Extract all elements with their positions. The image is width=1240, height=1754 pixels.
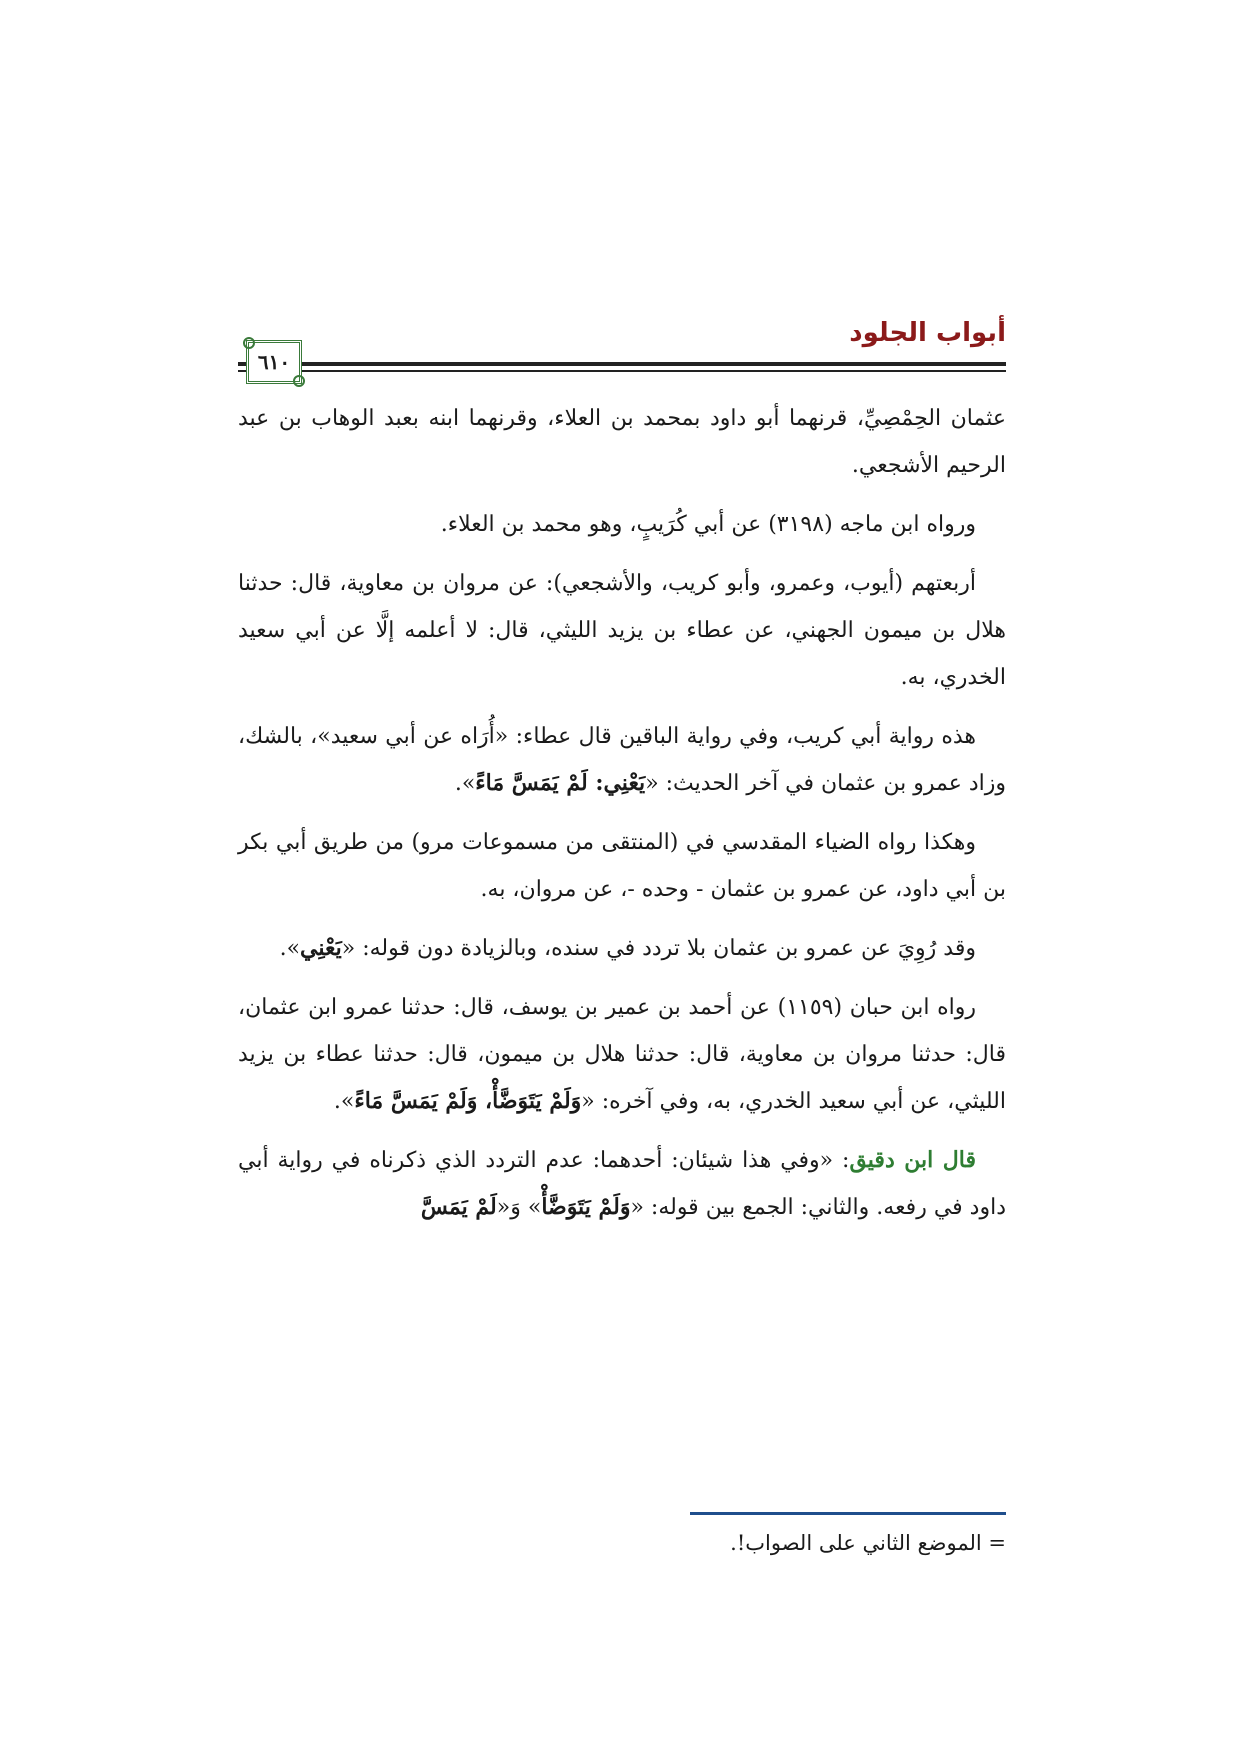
quoted-text: يَعْنِي: لَمْ يَمَسَّ مَاءً	[475, 770, 646, 796]
text-span: أربعتهم (أيوب، وعمرو، وأبو كريب، والأشجعي): عن مروان بن معاوية، قال: حدثنا هلال بن ميمون الجهني، عن عطاء بن يزيد الليثي، قال: لا أعلمه إلَّا عن أبي سعيد الخدري، به.	[238, 571, 1006, 690]
text-span: رواه ابن حبان (١١٥٩) عن أحمد بن عمير بن يوسف، قال: حدثنا عمرو ابن عثمان، قال: حدثنا مروان بن معاوية، قال: حدثنا هلال بن ميمون، قال: حدثنا عطاء بن يزيد الليثي، عن أبي سعيد الخدري، به، وفي آخره: «	[238, 995, 1006, 1114]
text-span: » وَ«	[496, 1195, 542, 1220]
header-rule-thick	[238, 362, 1006, 366]
page-header	[238, 318, 1006, 384]
footnote: = الموضع الثاني على الصواب!.	[730, 1531, 1006, 1555]
text-span: : «وفي هذا شيئان: أحدهما: عدم التردد الذي ذكرناه في رواية أبي داود في رفعه. والثاني: الجمع بين قوله: «	[238, 1148, 1006, 1220]
paragraph-7	[238, 984, 1006, 1125]
quoted-text: وَلَمْ يَتَوَضَّأْ	[541, 1194, 631, 1220]
text-span: ».	[279, 936, 301, 961]
paragraph-6	[238, 925, 1006, 972]
paragraph-8	[238, 1137, 1006, 1231]
quoted-text: يَعْنِي	[300, 935, 342, 961]
scholar-name: قال ابن دقيق	[849, 1147, 977, 1173]
footnote-rule	[690, 1512, 1006, 1515]
text-span: وقد رُوِيَ عن عمرو بن عثمان بلا تردد في سنده، وبالزيادة دون قوله: «	[341, 936, 976, 961]
paragraph-3	[238, 560, 1006, 701]
text-span: هذه رواية أبي كريب، وفي رواية الباقين قال عطاء: «أُرَاه عن أبي سعيد»، بالشك، وزاد عمرو بن عثمان في آخر الحديث: «	[238, 724, 1006, 796]
quoted-text: لَمْ يَمَسَّ	[420, 1194, 497, 1220]
page-number: ٦١٠	[257, 350, 291, 374]
header-rule-thin	[238, 370, 1006, 372]
body-text	[238, 395, 1006, 1243]
text-span: عثمان الحِمْصِيِّ، قرنهما أبو داود بمحمد بن العلاء، وقرنهما ابنه بعبد الوهاب بن عبد الرحيم الأشجعي.	[238, 406, 1006, 478]
text-span: وهكذا رواه الضياء المقدسي في (المنتقى من مسموعات مرو) من طريق أبي بكر بن أبي داود، عن عمرو بن عثمان - وحده -، عن مروان، به.	[238, 830, 1006, 902]
text-span: ».	[333, 1089, 355, 1114]
quoted-text: وَلَمْ يَتَوَضَّأْ، وَلَمْ يَمَسَّ مَاءً	[354, 1088, 582, 1114]
paragraph-1	[238, 395, 1006, 489]
text-span: ورواه ابن ماجه (٣١٩٨) عن أبي كُرَيبٍ، وهو محمد بن العلاء.	[440, 512, 976, 537]
paragraph-5	[238, 819, 1006, 913]
paragraph-2	[238, 501, 1006, 548]
text-span: ».	[454, 771, 476, 796]
paragraph-4	[238, 713, 1006, 807]
page-number-badge	[246, 340, 302, 384]
chapter-title: أبواب الجلود	[849, 318, 1006, 348]
